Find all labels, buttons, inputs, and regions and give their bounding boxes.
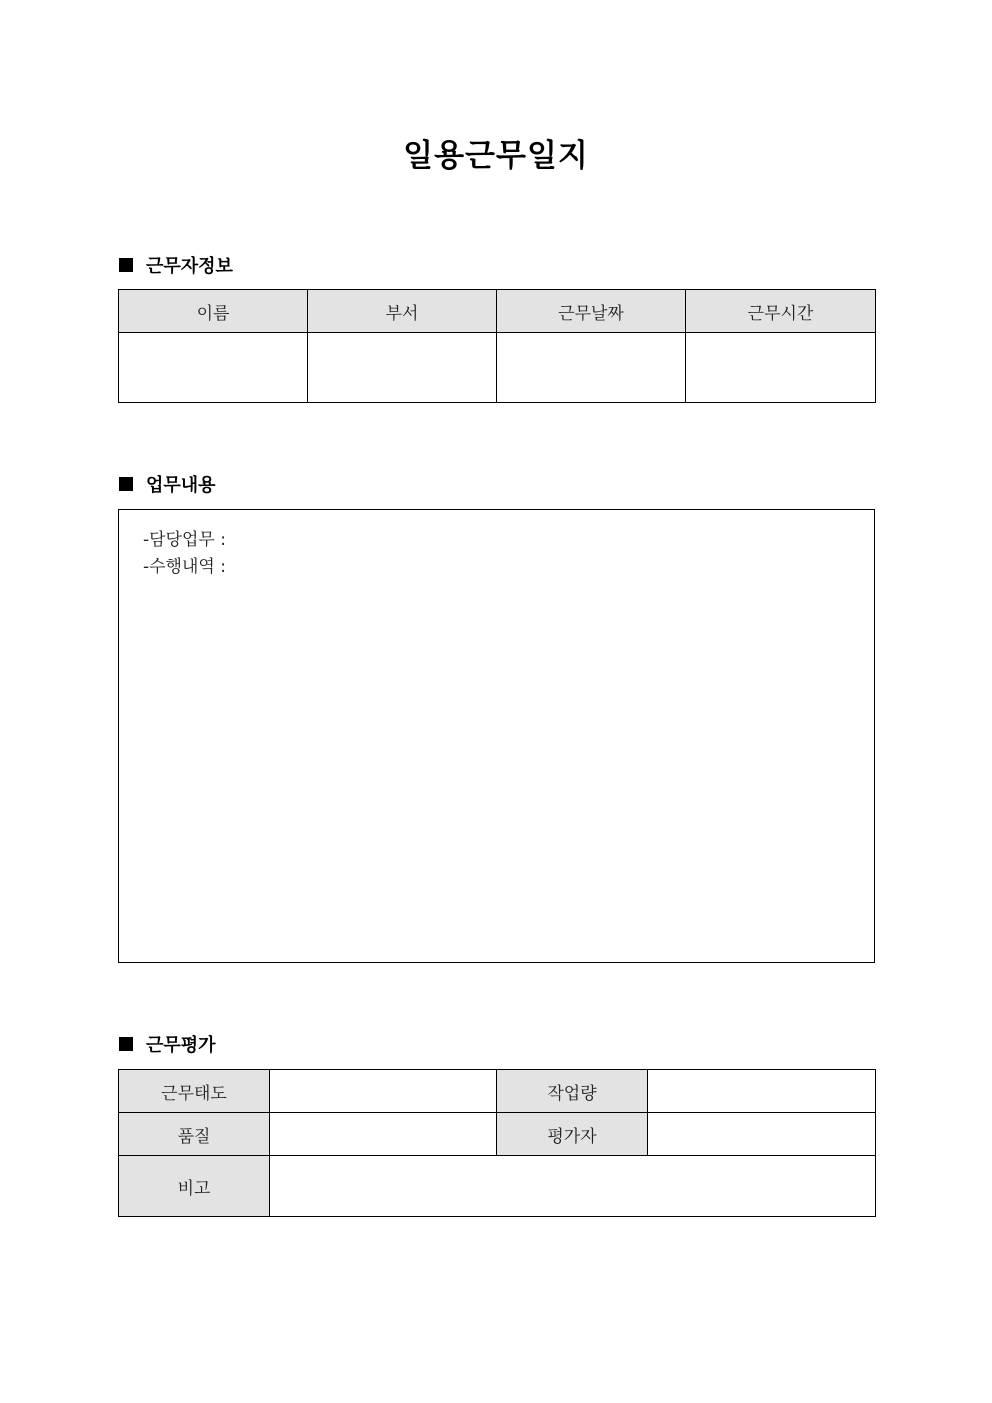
name-field[interactable]	[119, 333, 308, 403]
attitude-field[interactable]	[270, 1070, 497, 1113]
assigned-duty-line: -담당업무 :	[143, 530, 226, 550]
work-content-heading	[119, 472, 216, 496]
work-hours-field[interactable]	[686, 333, 876, 403]
square-bullet-icon	[119, 477, 133, 491]
column-header-name: 이름	[119, 290, 308, 333]
quality-label: 품질	[119, 1113, 270, 1156]
remarks-field[interactable]	[270, 1156, 876, 1217]
document-title: 일용근무일지	[403, 138, 589, 174]
worker-info-heading-label: 근무자정보	[146, 256, 233, 277]
column-header-work-hours: 근무시간	[686, 290, 876, 333]
column-header-work-date: 근무날짜	[497, 290, 686, 333]
square-bullet-icon	[119, 1037, 133, 1051]
evaluation-heading	[119, 1032, 216, 1056]
evaluation-heading-label: 근무평가	[146, 1035, 216, 1056]
quality-field[interactable]	[270, 1113, 497, 1156]
attitude-label: 근무태도	[119, 1070, 270, 1113]
worker-info-table	[118, 289, 876, 403]
work-date-field[interactable]	[497, 333, 686, 403]
square-bullet-icon	[119, 258, 133, 272]
remarks-label: 비고	[119, 1156, 270, 1217]
workload-label: 작업량	[497, 1070, 648, 1113]
work-content-box[interactable]	[118, 509, 875, 963]
workload-field[interactable]	[648, 1070, 876, 1113]
evaluation-table	[118, 1069, 876, 1217]
column-header-department: 부서	[308, 290, 497, 333]
worker-info-heading	[119, 253, 233, 277]
performed-work-line: -수행내역 :	[143, 557, 226, 577]
evaluator-field[interactable]	[648, 1113, 876, 1156]
department-field[interactable]	[308, 333, 497, 403]
evaluator-label: 평가자	[497, 1113, 648, 1156]
work-content-heading-label: 업무내용	[146, 475, 216, 496]
